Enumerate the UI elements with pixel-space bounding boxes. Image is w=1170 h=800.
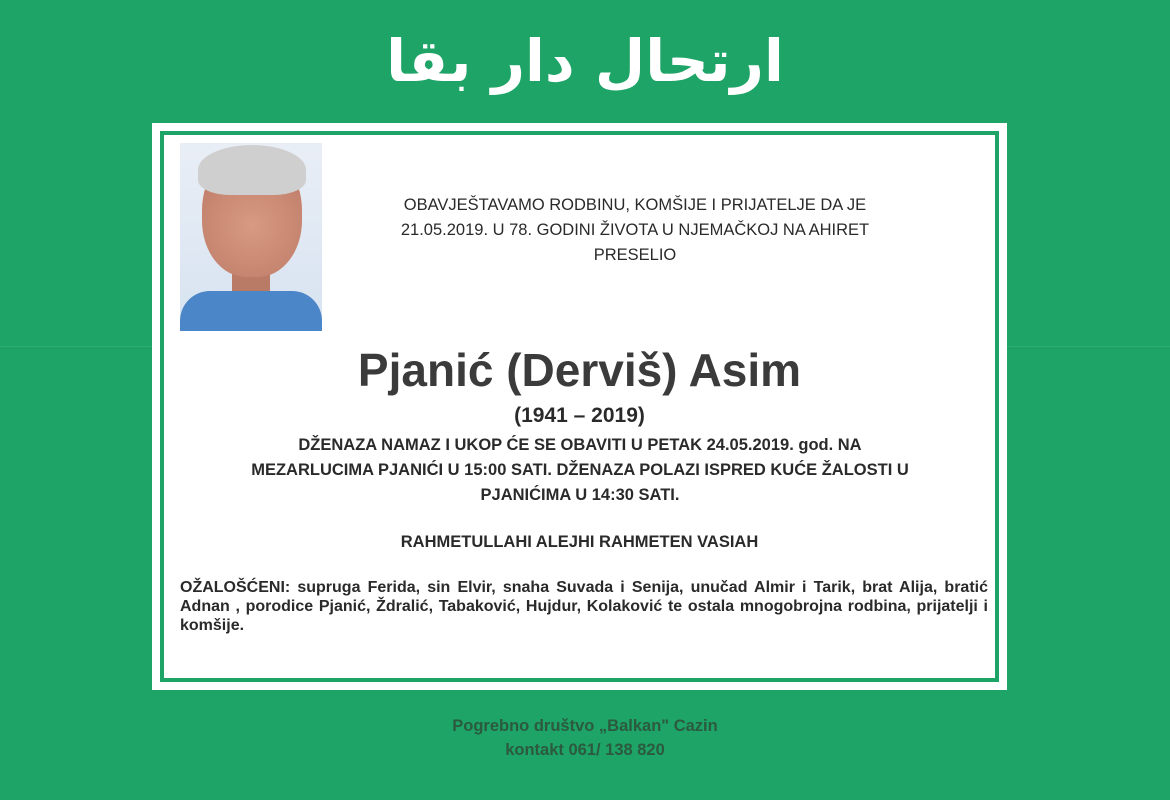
funeral-line-1: DŽENAZA NAMAZ I UKOP ĆE SE OBAVITI U PETAK 24.05.2019. god. NA — [298, 436, 862, 454]
photo-shirt — [180, 291, 322, 331]
funeral-details — [180, 433, 980, 508]
funeral-line-3: PJANIĆIMA U 14:30 SATI. — [480, 486, 680, 504]
mourners-list: supruga Ferida, sin Elvir, snaha Suvada i Senija, unučad Almir i Tarik, brat Alija, bratić Adnan , porodice Pjanić, Ždralić, Tabaković, Hujdur, Kolaković te ostala mnogobrojna rodbina, prijatelji i komšije. — [180, 579, 988, 634]
announcement-line-1: OBAVJEŠTAVAMO RODBINU, KOMŠIJE I PRIJATELJE DA JE — [403, 196, 867, 214]
announcement-line-2: 21.05.2019. U 78. GODINI ŽIVOTA U NJEMAČKOJ NA AHIRET — [400, 221, 870, 239]
arabic-calligraphy-header — [0, 6, 1170, 116]
calligraphy-text: ارتحال دار بقا — [386, 27, 784, 95]
prayer-text: RAHMETULLAHI ALEJHI RAHMETEN VASIAH — [400, 533, 759, 551]
announcement-line-3: PRESELIO — [593, 246, 677, 264]
photo-hair — [198, 145, 306, 195]
mourners-paragraph — [180, 578, 988, 635]
announcement-text — [330, 193, 940, 268]
deceased-name: Pjanić (Derviš) Asim — [357, 344, 802, 396]
company-contact: kontakt 061/ 138 820 — [505, 741, 665, 759]
company-name: Pogrebno društvo „Balkan" Cazin — [452, 717, 718, 735]
mourners-label: OŽALOŠĆENI: — [180, 579, 291, 596]
funeral-company-footer — [0, 714, 1170, 762]
life-years: (1941 – 2019) — [514, 404, 645, 427]
funeral-line-2: MEZARLUCIMA PJANIĆI U 15:00 SATI. DŽENAZA POLAZI ISPRED KUĆE ŽALOSTI U — [251, 461, 909, 479]
deceased-photo — [180, 143, 322, 331]
